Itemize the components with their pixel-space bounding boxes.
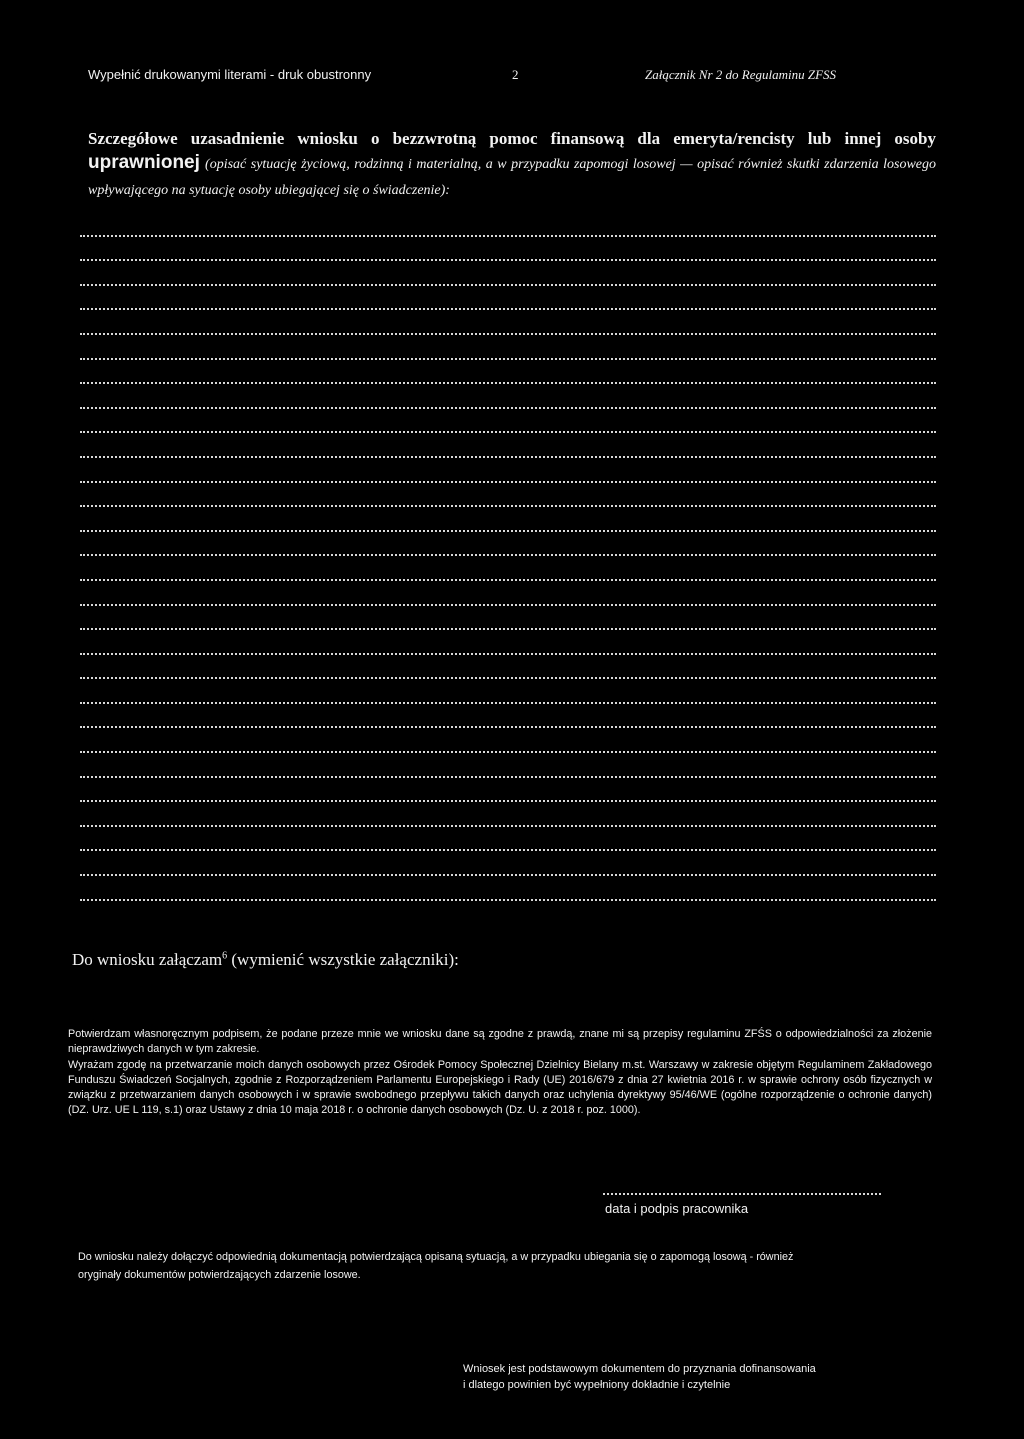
attachments-label: Do wniosku załączam: [72, 950, 223, 969]
justification-line[interactable]: [80, 507, 936, 532]
footer-note: [463, 1361, 923, 1393]
justification-line[interactable]: [80, 286, 936, 311]
justification-line[interactable]: [80, 876, 936, 901]
justification-line[interactable]: [80, 753, 936, 778]
justification-line[interactable]: [80, 827, 936, 852]
justification-line[interactable]: [80, 360, 936, 385]
justification-line[interactable]: [80, 433, 936, 458]
header-instruction: Wypełnić drukowanymi literami - druk obustronny: [88, 67, 372, 82]
justification-line[interactable]: [80, 409, 936, 434]
justification-line[interactable]: [80, 556, 936, 581]
justification-heading: [88, 127, 936, 203]
justification-line[interactable]: [80, 704, 936, 729]
justification-line[interactable]: [80, 630, 936, 655]
justification-line[interactable]: [80, 778, 936, 803]
justification-line[interactable]: [80, 212, 936, 237]
declaration-block: [68, 1027, 932, 1119]
justification-line[interactable]: [80, 261, 936, 286]
heading-bold-word: uprawnionej: [88, 152, 200, 173]
justification-line[interactable]: [80, 655, 936, 680]
justification-line[interactable]: [80, 606, 936, 631]
justification-line[interactable]: [80, 679, 936, 704]
page-number: 2: [512, 67, 519, 82]
justification-line[interactable]: [80, 581, 936, 606]
justification-line[interactable]: [80, 458, 936, 483]
note-line: oryginały dokumentów potwierdzających zdarzenie losowe.: [78, 1269, 361, 1281]
justification-line[interactable]: [80, 728, 936, 753]
attachments-hint: (wymienić wszystkie załączniki):: [227, 950, 459, 969]
justification-line[interactable]: [80, 335, 936, 360]
justification-line[interactable]: [80, 532, 936, 557]
declaration-gdpr-consent: Wyrażam zgodę na przetwarzanie moich danych osobowych przez Ośrodek Pomocy Społecznej Dzielnicy Bielany m.st. Warszawy w zakresie objętym Regulaminem Zakładowego Funduszu Świadczeń Socjalnych, zgodnie z Rozporządzeniem Parlamentu Europejskiego i Rady (UE) 2016/679 z dnia 27 kwietnia 2016 r. w sprawie ochrony osób fizycznych w związku z przetwarzaniem danych osobowych i w sprawie swobodnego przepływu takich danych oraz uchylenia dyrektywy 95/46/WE (ogólne rozporządzenie o ochronie danych) (DZ. Urz. UE L 119, s.1) oraz Ustawy z dnia 10 maja 2018 r. o ochronie danych osobowych (Dz. U. z 2018 r. poz. 1000).: [68, 1058, 932, 1117]
heading-instructions: (opisać sytuację życiową, rodzinną i materialną, a w przypadku zapomogi losowej — opisać również skutki zdarzenia losowego wpływającego na sytuację osoby ubiegającej się o świadczenie):: [88, 157, 936, 198]
justification-line[interactable]: [80, 802, 936, 827]
note-line: Do wniosku należy dołączyć odpowiednią dokumentacją potwierdzającą opisaną sytuacją, a w przypadku ubiegania się o zapomogą losową - również: [78, 1251, 794, 1263]
justification-line[interactable]: [80, 310, 936, 335]
signature-line[interactable]: [603, 1193, 881, 1195]
footnote-marker: 6: [222, 950, 228, 962]
footer-line: Wniosek jest podstawowym dokumentem do przyznania dofinansowania: [463, 1363, 816, 1375]
attachment-reference: Załącznik Nr 2 do Regulaminu ZFSS: [645, 67, 837, 82]
justification-text-area[interactable]: [80, 212, 936, 901]
heading-bold-text: Szczegółowe uzasadnienie wniosku o bezzwrotną pomoc finansową dla emeryta/rencisty lub innej osoby: [88, 129, 936, 148]
footer-line: i dlatego powinien być wypełniony dokładnie i czytelnie: [463, 1379, 731, 1391]
justification-line[interactable]: [80, 237, 936, 262]
attachments-heading: [72, 950, 459, 970]
signature-label: data i podpis pracownika: [605, 1201, 749, 1216]
justification-line[interactable]: [80, 851, 936, 876]
declaration-truth: Potwierdzam własnoręcznym podpisem, że podane przeze mnie we wniosku dane są zgodne z prawdą, znane mi są przepisy regulaminu ZFŚS o odpowiedzialności za złożenie nieprawdziwych danych w tym zakresie.: [68, 1028, 932, 1056]
documentation-note: [78, 1248, 878, 1284]
justification-line[interactable]: [80, 483, 936, 508]
justification-line[interactable]: [80, 384, 936, 409]
